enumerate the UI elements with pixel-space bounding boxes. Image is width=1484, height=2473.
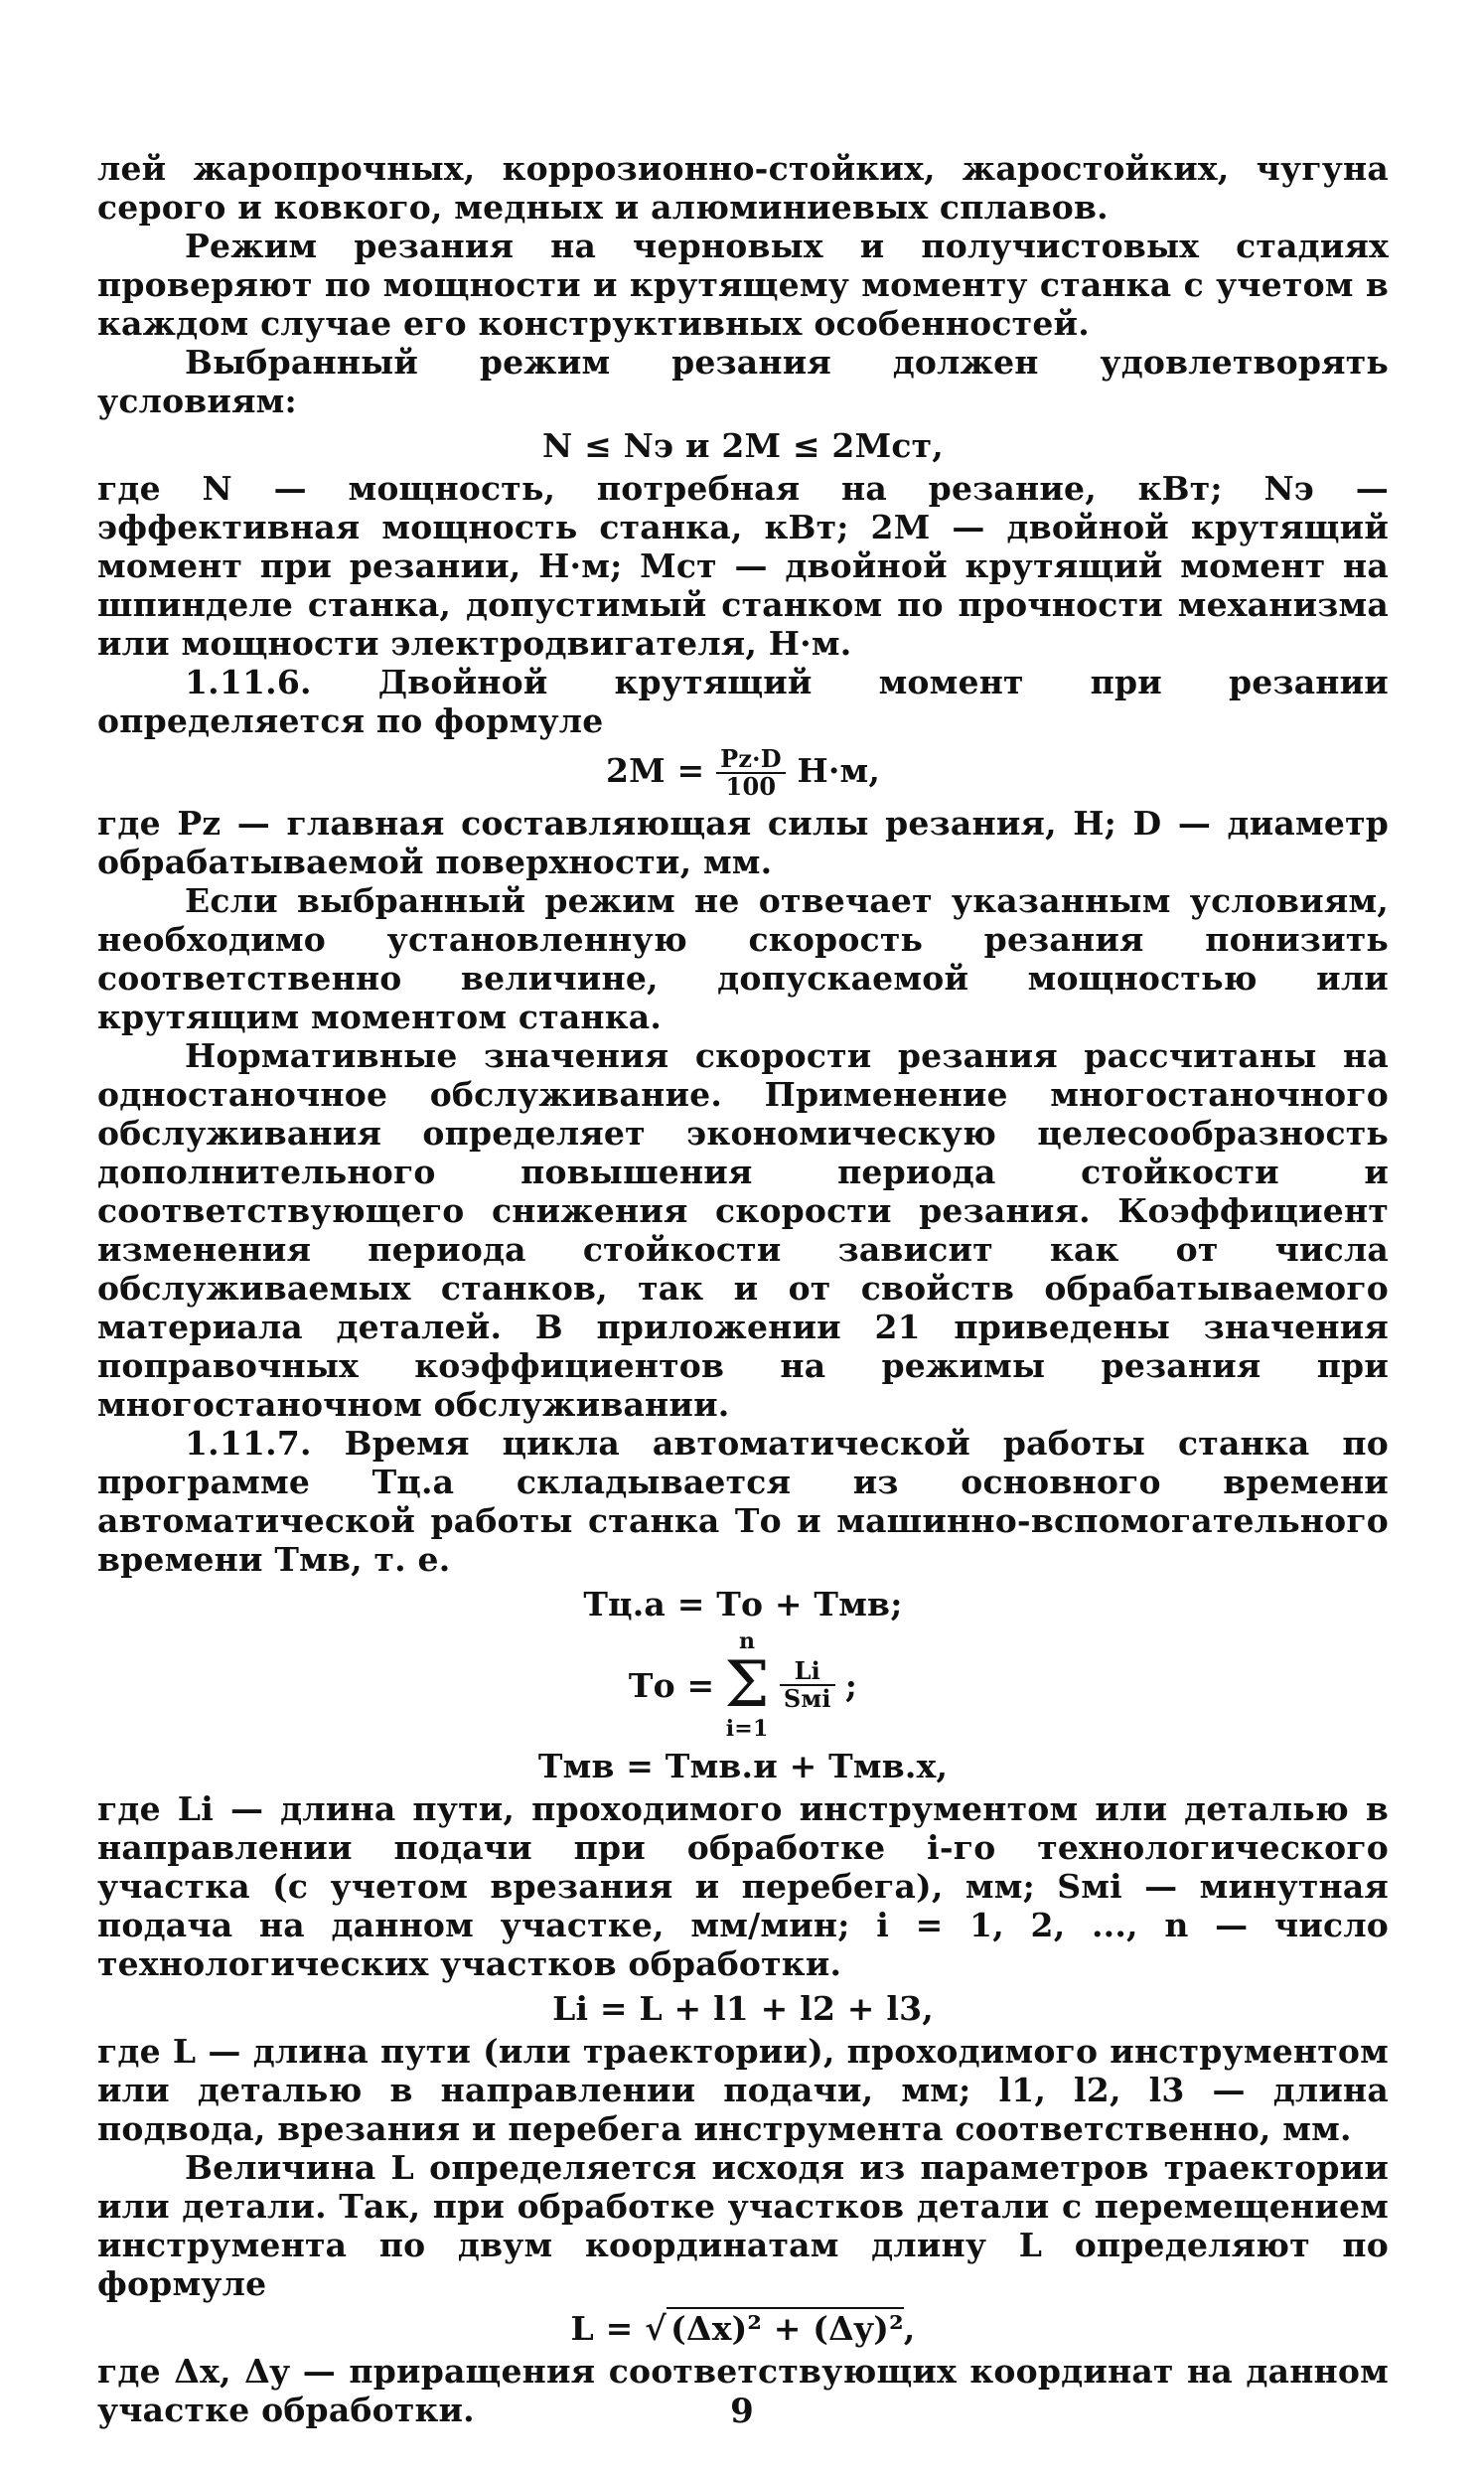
paragraph-8: Нормативные значения скорости резания рассчитаны на одностаночное обслуживание. Применение многостаночного обслуживания определяет экономическую целесообразность дополнительного повышения периода стойкости и соответствующего снижения скорости резания. Коэффициент изменения периода стойкости зависит как от числа обслуживаемых станков, так и от свойств обрабатываемого материала деталей. В приложении 21 приведены значения поправочных коэффициентов на режимы резания при многостаночном обслуживании. <box>97 1036 1389 1424</box>
paragraph-2: Режим резания на черновых и получистовых стадиях проверяют по мощности и крутящему моменту станка с учетом в каждом случае его конструктивных особенностей. <box>97 227 1389 343</box>
formula-distance-radicand: (Δx)² + (Δy)² <box>667 2307 904 2348</box>
paragraph-9: 1.11.7. Время цикла автоматической работы станка по программе Тц.а складывается из основного времени автоматической работы станка То и машинно-вспомогательного времени Тмв, т. е. <box>97 1424 1389 1579</box>
formula-torque-fraction <box>716 746 786 800</box>
paragraph-3: Выбранный режим резания должен удовлетворять условиям: <box>97 343 1389 420</box>
sum-sign <box>724 1629 769 1741</box>
formula-torque-numerator: Pz·D <box>716 746 786 774</box>
sum-lower-limit: i=1 <box>725 1716 769 1742</box>
sum-upper-limit: n <box>739 1628 756 1654</box>
formula-aux-time: Тмв = Тмв.и + Тмв.х, <box>537 1747 949 1785</box>
formula-main-time-numerator: Li <box>780 1658 835 1686</box>
paragraph-13: где Δx, Δy — приращения соответствующих координат на данном участке обработки. <box>97 2352 1389 2429</box>
paragraph-4: где N — мощность, потребная на резание, кВт; Nэ — эффективная мощность станка, кВт; 2М — двойной крутящий момент при резании, Н·м; Мст — двойной крутящий момент на шпинделе станка, допустимый станком по прочности механизма или мощности электродвигателя, Н·м. <box>97 469 1389 663</box>
formula-condition: N ≤ Nэ и 2M ≤ 2Mст, <box>542 426 944 465</box>
formula-main-time-denominator: Sмi <box>783 1684 831 1713</box>
paragraph-7: Если выбранный режим не отвечает указанным условиям, необходимо установленную скорость резания понизить соответственно величине, допускаемой мощностью или крутящим моментом станка. <box>97 881 1389 1036</box>
formula-main-time-wrap <box>629 1629 857 1741</box>
page-number: 9 <box>730 2392 754 2431</box>
formula-main-time-end: ; <box>844 1665 858 1705</box>
paragraph-1: лей жаропрочных, коррозионно-стойких, жаростойких, чугуна серого и ковкого, медных и алюминиевых сплавов. <box>97 149 1389 227</box>
paragraph-11: где L — длина пути (или траектории), проходимого инструментом или деталью в направлении подачи, мм; l1, l2, l3 — длина подвода, врезания и перебега инструмента соответственно, мм. <box>97 2032 1389 2148</box>
formula-main-time <box>97 1629 1389 1741</box>
paragraph-10: где Li — длина пути, проходимого инструментом или деталью в направлении подачи при обработке i-го технологического участка (с учетом врезания и перебега), мм; Sмi — минутная подача на данном участке, мм/мин; i = 1, 2, ..., n — число технологических участков обработки. <box>97 1789 1389 1983</box>
formula-main-time-fraction <box>780 1658 835 1712</box>
paragraph-5: 1.11.6. Двойной крутящий момент при резании определяется по формуле <box>97 663 1389 740</box>
formula-distance <box>97 2309 1389 2348</box>
sigma-icon: Σ <box>724 1648 770 1722</box>
formula-torque-unit: Н·м, <box>797 751 881 790</box>
paragraph-6: где Pz — главная составляющая силы резания, Н; D — диаметр обрабатываемой поверхности, мм. <box>97 804 1389 881</box>
formula-cycle-time: Тц.а = То + Тмв; <box>583 1585 903 1623</box>
formula-main-time-left: То = <box>628 1665 715 1705</box>
page-body <box>97 149 1389 2429</box>
formula-torque-denominator: 100 <box>725 772 777 801</box>
formula-torque <box>97 746 1389 800</box>
formula-distance-left: L = √ <box>570 2309 668 2348</box>
paragraph-12: Величина L определяется исходя из параметров траектории или детали. Так, при обработке участков детали с перемещением инструмента по двум координатам длину L определяют по формуле <box>97 2148 1389 2303</box>
formula-path-length: Li = L + l1 + l2 + l3, <box>552 1989 934 2028</box>
formula-torque-left: 2M = <box>605 751 705 790</box>
formula-distance-end: , <box>903 2309 916 2348</box>
